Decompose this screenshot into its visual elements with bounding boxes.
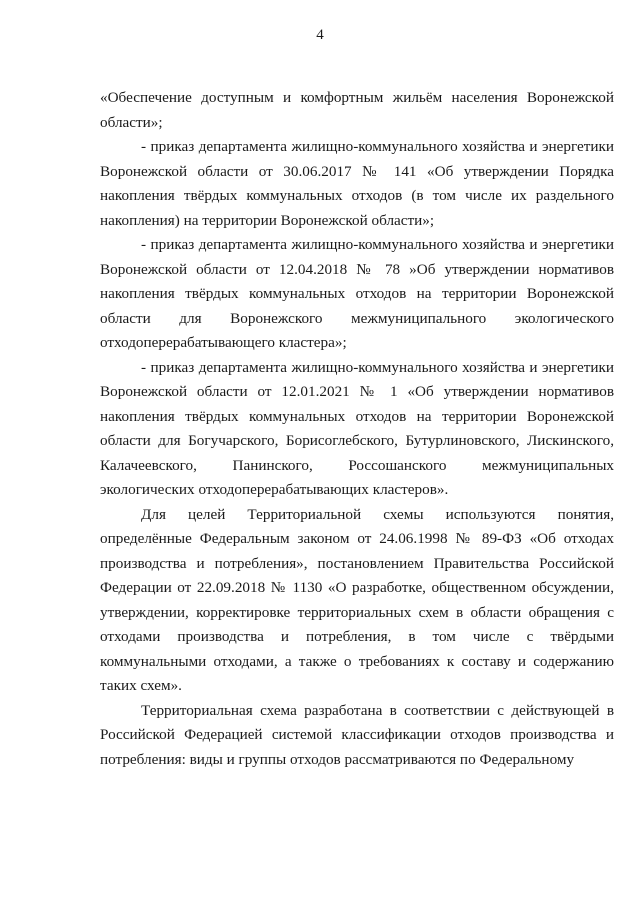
paragraph-classification: Территориальная схема разработана в соответствии с действующей в Российской Федерацией системой классификации отходов производства и потребления: виды и группы отходов рассматриваются по Федеральному: [100, 701, 614, 768]
paragraph-order-1: - приказ департамента жилищно-коммунального хозяйства и энергетики Воронежской области от 12.01.2021 № 1 «Об утверждении нормативов накопления твёрдых коммунальных отходов на территории Воронежской области для Богучарского, Борисоглебского, Бутурлиновского, Лискинского, Калачеевского, Панинского, Россошанского межмуниципальных экологических отходоперерабатывающих кластеров».: [100, 358, 614, 498]
paragraph-program-continuation: «Обеспечение доступным и комфортным жильём населения Воронежской области»;: [100, 89, 614, 131]
page-number: 4: [316, 27, 324, 43]
paragraph-definitions: Для целей Территориальной схемы используются понятия, определённые Федеральным законом от 24.06.1998 № 89-ФЗ «Об отходах производства и потребления», постановлением Правительства Российской Федерации от 22.09.2018 № 1130 «О разработке, общественном обсуждении, утверждении, корректировке территориальных схем в области обращения с отходами производства и потребления, в том числе с твёрдыми коммунальными отходами, а также о требованиях к составу и содержанию таких схем».: [100, 505, 614, 694]
document-body: [100, 86, 614, 772]
paragraph-order-78: - приказ департамента жилищно-коммунального хозяйства и энергетики Воронежской области от 12.04.2018 № 78 »Об утверждении нормативов накопления твёрдых коммунальных отходов на территории Воронежской области для Воронежского межмуниципального экологического отходоперерабатывающего кластера»;: [100, 236, 614, 351]
paragraph-order-141: - приказ департамента жилищно-коммунального хозяйства и энергетики Воронежской области от 30.06.2017 № 141 «Об утверждении Порядка накопления твёрдых коммунальных отходов (в том числе их раздельного накопления) на территории Воронежской области»;: [100, 138, 614, 229]
